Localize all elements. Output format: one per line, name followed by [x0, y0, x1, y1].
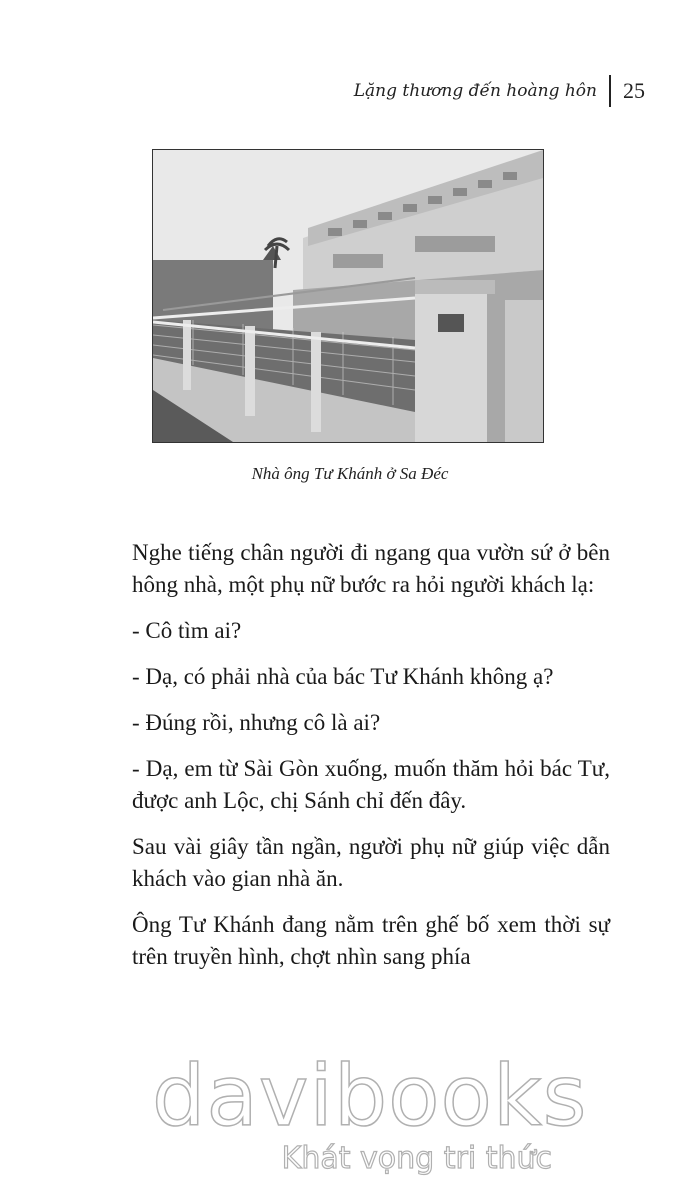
watermark-tagline: Khát vọng tri thức — [281, 1141, 552, 1176]
body-text — [132, 537, 610, 987]
dialogue-line: - Đúng rồi, nhưng cô là ai? — [132, 710, 381, 735]
house-photo — [152, 149, 544, 443]
page-number: 25 — [623, 78, 645, 103]
dialogue-line: - Dạ, có phải nhà của bác Tư Khánh không ạ? — [132, 664, 554, 689]
paragraph: Ông Tư Khánh đang nằm trên ghế bố xem thời sự trên truyền hình, chợt nhìn sang phía — [132, 912, 610, 969]
figure-caption: Nhà ông Tư Khánh ở Sa Đéc — [251, 464, 449, 483]
running-title: Lặng thương đến hoàng hôn — [353, 81, 597, 101]
dialogue-line: - Cô tìm ai? — [132, 618, 242, 643]
paragraph: Nghe tiếng chân người đi ngang qua vườn sứ ở bên hông nhà, một phụ nữ bước ra hỏi người khách lạ: — [132, 540, 610, 597]
dialogue-line: - Dạ, em từ Sài Gòn xuống, muốn thăm hỏi bác Tư, được anh Lộc, chị Sánh chỉ đến đây. — [132, 756, 610, 813]
watermark-brand: davibooks — [152, 1047, 588, 1145]
running-header — [354, 74, 645, 108]
paragraph: Sau vài giây tần ngần, người phụ nữ giúp việc dẫn khách vào gian nhà ăn. — [132, 834, 610, 891]
